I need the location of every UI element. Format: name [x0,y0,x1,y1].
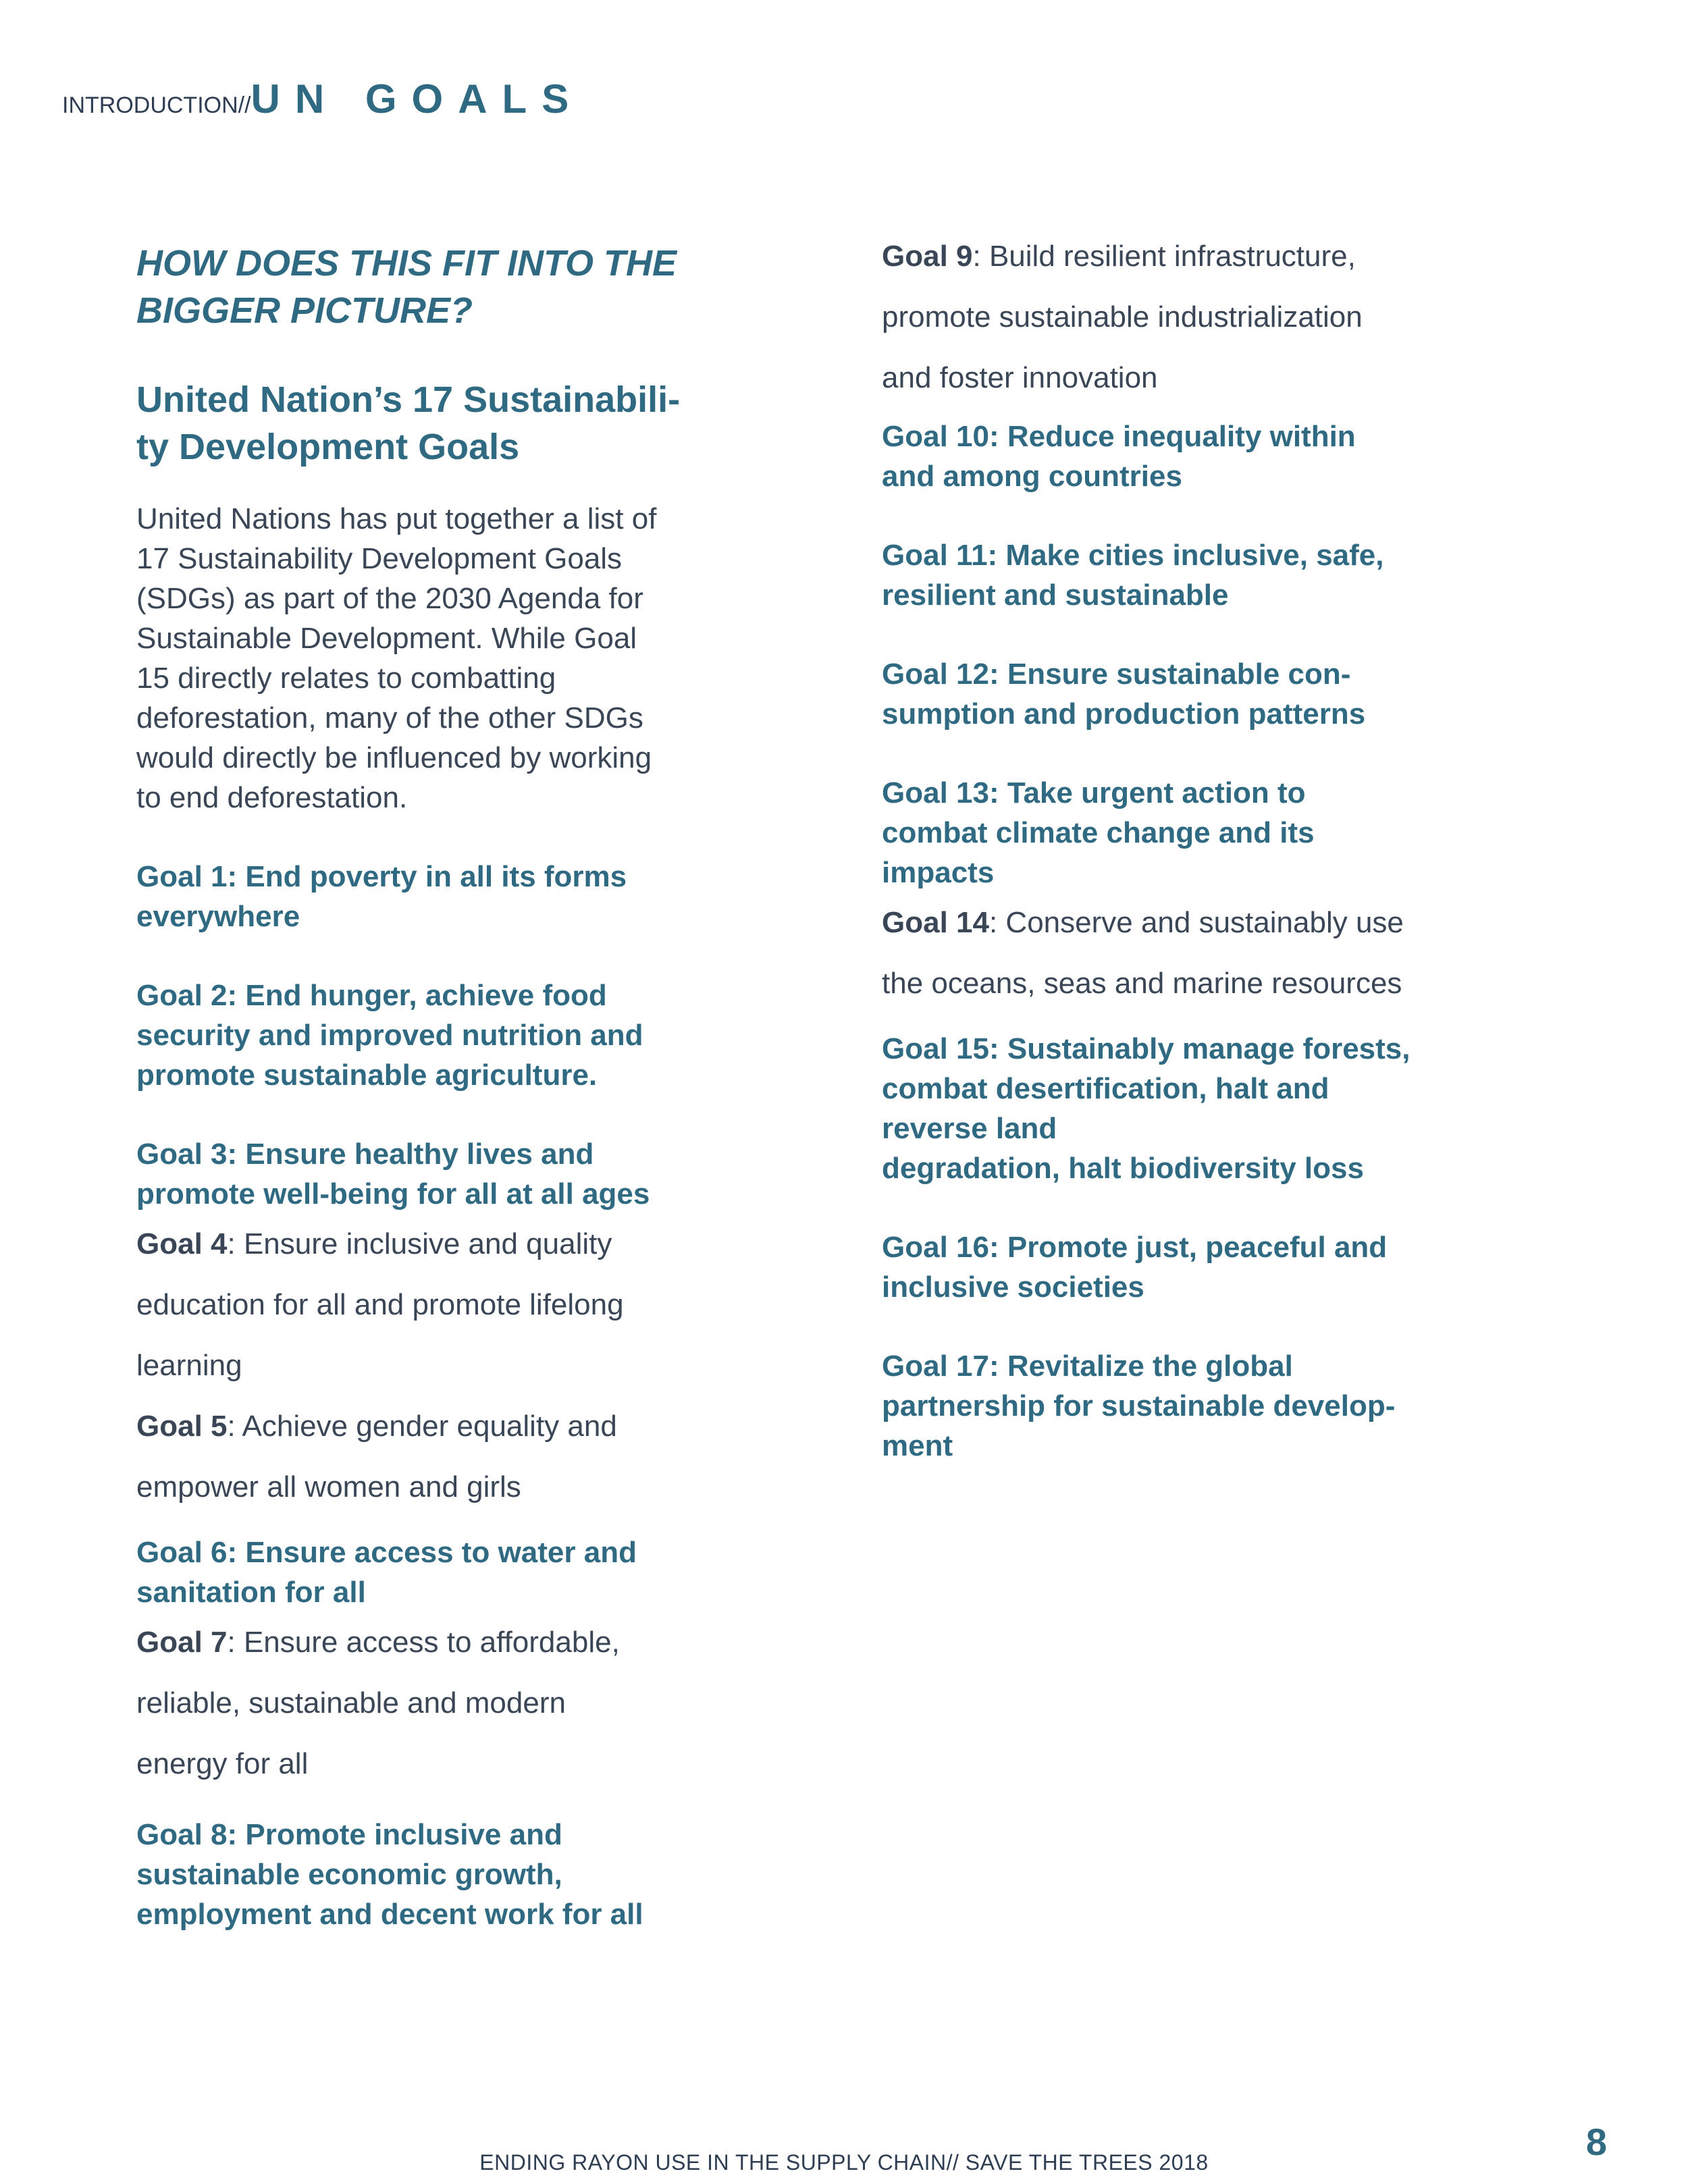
section-question: HOW DOES THIS FIT INTO THE BIGGER PICTURE? [136,243,677,331]
goal-14: Goal 14: Conserve and sustainably use the oceans, seas and marine resources [882,906,1404,1000]
goal-6: Goal 6: Ensure access to water and sanitation for all [136,1536,637,1609]
goal-3: Goal 3: Ensure healthy lives and promote well-being for all at all ages [136,1138,650,1210]
header-prefix: INTRODUCTION// [62,92,251,118]
goal-5: Goal 5: Achieve gender equality and empower all women and girls [136,1410,617,1503]
section-subheading: United Nation’s 17 Sustainabili- ty Development Goals [136,379,681,467]
left-column [136,240,731,1934]
goal-1: Goal 1: End poverty in all its forms everywhere [136,860,627,933]
page-number: 8 [1585,2121,1607,2163]
page-footer: ENDING RAYON USE IN THE SUPPLY CHAIN// SAVE THE TREES 2018 [479,2150,1209,2175]
goal-7: Goal 7: Ensure access to affordable, reliable, sustainable and modern energy for all [136,1626,620,1780]
goal-12: Goal 12: Ensure sustainable con- sumption and production patterns [882,658,1366,730]
goal-15: Goal 15: Sustainably manage forests, combat desertification, halt and reverse land degradation, halt biodiversity loss [882,1032,1410,1185]
goal-4: Goal 4: Ensure inclusive and quality education for all and promote lifelong learning [136,1227,624,1382]
page-header [62,76,583,122]
goal-16: Goal 16: Promote just, peaceful and inclusive societies [882,1231,1388,1304]
goal-9: Goal 9: Build resilient infrastructure, promote sustainable industrialization and foster innovation [882,240,1363,394]
goal-2: Goal 2: End hunger, achieve food security and improved nutrition and promote sustainable agriculture. [136,979,643,1092]
intro-paragraph: United Nations has put together a list of 17 Sustainability Development Goals (SDGs) as part of the 2030 Agenda for Sustainable Development. While Goal 15 directly relates to combatting deforestation, many of the other SDGs would directly be influenced by working to end deforestation. [136,502,657,814]
right-column [882,240,1503,1466]
goal-10: Goal 10: Reduce inequality within and among countries [882,420,1356,493]
goal-13: Goal 13: Take urgent action to combat climate change and its impacts [882,776,1315,889]
header-title: UN GOALS [250,76,584,122]
goal-11: Goal 11: Make cities inclusive, safe, resilient and sustainable [882,539,1384,612]
goal-17: Goal 17: Revitalize the global partnership for sustainable develop- ment [882,1350,1396,1462]
goal-8: Goal 8: Promote inclusive and sustainable economic growth, employment and decent work for all [136,1818,643,1931]
